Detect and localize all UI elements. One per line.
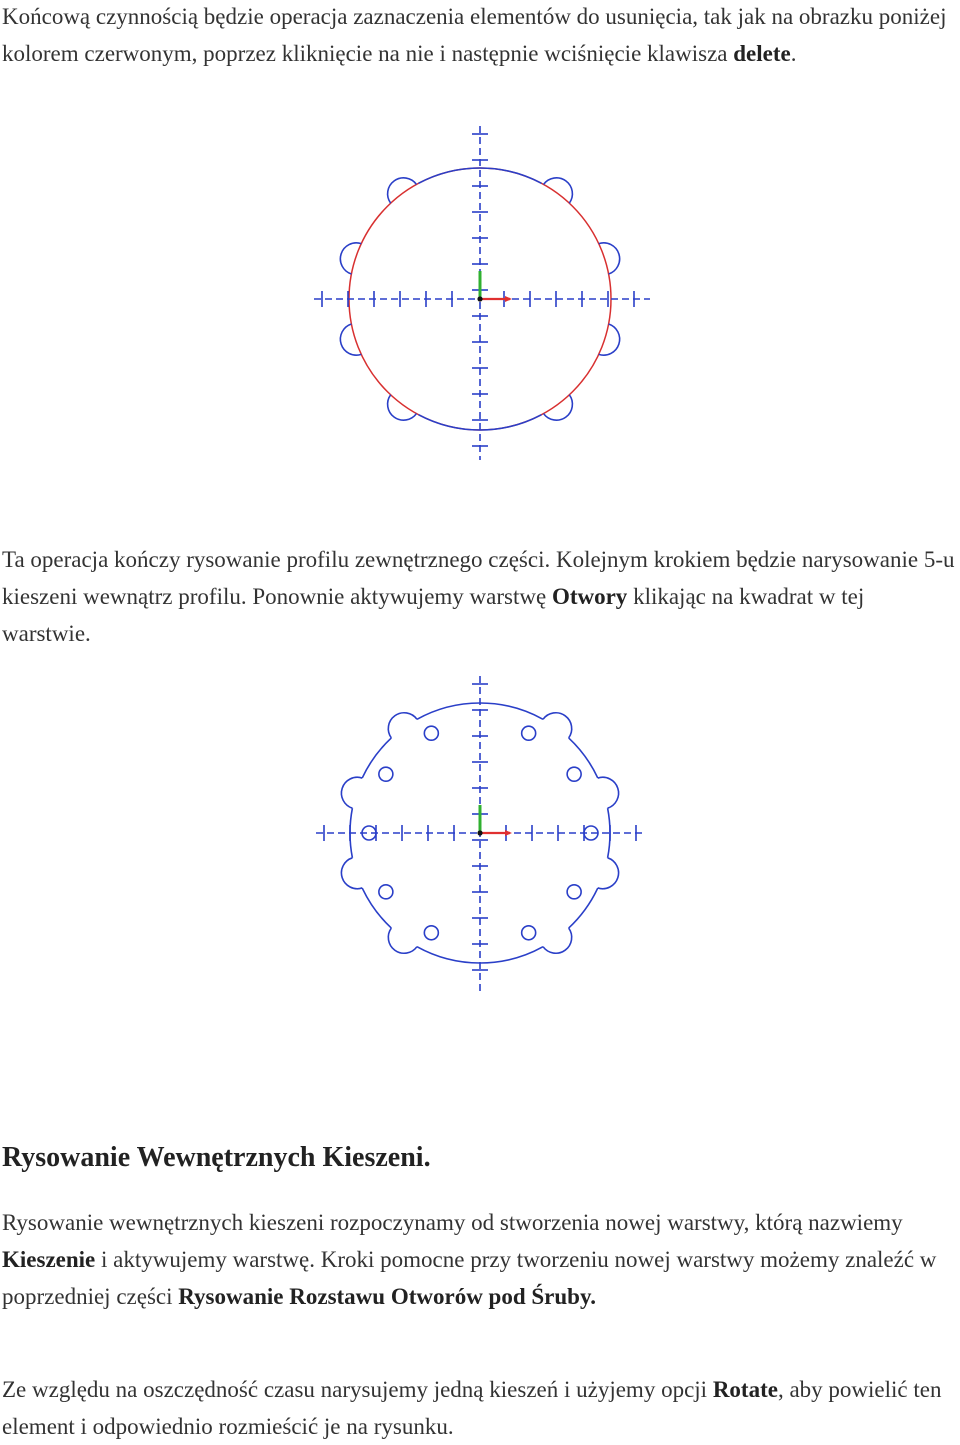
notch-arc	[388, 713, 417, 738]
notch-arc	[388, 928, 417, 953]
hole-circle	[522, 926, 536, 940]
section-reference: Rysowanie Rozstawu Otworów pod Śruby.	[178, 1284, 596, 1309]
notch-arc	[599, 324, 620, 355]
layer-name-otwory: Otwory	[551, 584, 628, 609]
hole-circle	[424, 726, 438, 740]
hole-circle	[379, 885, 393, 899]
notch-arc	[598, 777, 619, 808]
key-delete: delete	[733, 41, 791, 66]
hole-circle	[522, 726, 536, 740]
fig1-origin-dot	[477, 296, 482, 301]
notch-arc	[599, 243, 620, 274]
second-paragraph: Ta operacja kończy rysowanie profilu zewnętrznego części. Kolejnym krokiem będzie narysowanie 5-u kieszeni wewnątrz profilu. Ponownie aktywujemy warstwę Otwory klikając na kwadrat w tej warstwie.	[2, 547, 955, 646]
notch-arc	[598, 858, 619, 889]
hole-circle	[567, 767, 581, 781]
notch-arc	[543, 713, 572, 738]
intro-paragraph: Końcową czynnością będzie operacja zaznaczenia elementów do usunięcia, tak jak na obrazku poniżej kolorem czerwonym, poprzez kliknięcie na nie i następnie wciśnięcie klawisza delete.	[2, 4, 947, 66]
notch-arc	[341, 858, 362, 889]
figure-holes-profile	[300, 670, 660, 1000]
fig1-x-arrowhead	[505, 296, 512, 302]
layer-name-kieszenie: Kieszenie	[2, 1247, 96, 1272]
notch-arc	[544, 395, 573, 420]
hole-circle	[567, 885, 581, 899]
hole-circle	[379, 767, 393, 781]
notch-arc	[341, 777, 362, 808]
profile-arc	[569, 738, 598, 778]
figure-outer-profile-selection	[300, 120, 660, 465]
notch-arc	[544, 178, 573, 203]
third-paragraph: Rysowanie wewnętrznych kieszeni rozpoczynamy od stworzenia nowej warstwy, którą nazwiemy Kieszenie i aktywujemy warstwę. Kroki pomocne przy tworzeniu nowej warstwy możemy znaleźć w poprzedniej części Rysowanie Rozstawu Otworów pod Śruby.	[2, 1210, 937, 1309]
notch-arc	[388, 178, 417, 203]
profile-arc	[569, 888, 598, 928]
section-heading: Rysowanie Wewnętrznych Kieszeni.	[2, 1142, 431, 1173]
fig2-origin-dot	[477, 830, 482, 835]
profile-arc	[362, 738, 391, 778]
command-rotate: Rotate	[712, 1377, 778, 1402]
notch-arc	[340, 324, 361, 355]
profile-arc	[362, 888, 391, 928]
hole-circle	[424, 926, 438, 940]
notch-arc	[388, 395, 417, 420]
fourth-paragraph: Ze względu na oszczędność czasu narysujemy jedną kieszeń i użyjemy opcji Rotate, aby powielić ten element i odpowiednio rozmieścić je na rysunku.	[2, 1377, 942, 1439]
notch-arc	[340, 243, 361, 274]
fig2-x-arrowhead	[505, 830, 512, 836]
notch-arc	[543, 928, 572, 953]
